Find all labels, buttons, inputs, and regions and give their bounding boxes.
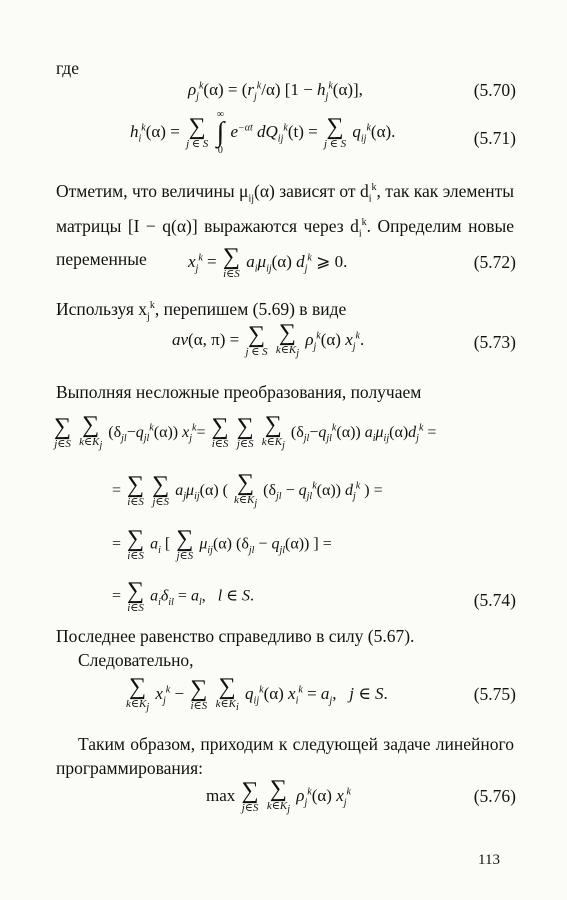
paragraph-lp: Таким образом, приходим к следующей задаче линейного программирования: [56, 734, 514, 778]
equation-5-76: max ∑ j∈S ∑ $k\in K_j$ $\rho_j^k(\alpha)$ $x_j^k$ [206, 776, 351, 816]
equation-5-74-line-1: ∑ j∈S ∑ $k\in K_j$ $(\delta_{jl}-q_{jl}^k(\alpha))$ $x_j^k=$ ∑ i∈S ∑ j∈S ∑ $k\in K_j$ $(\delta_{jl}-q_{jl}^k(\alpha)) a_i\mu_{ij}(\alpha)d_j^k$ = [54, 412, 437, 452]
equation-number-5-72: (5.72) [473, 252, 516, 272]
equation-5-70: $\rho_j^k(\alpha) = (r_j^k/\alpha) [1 - h_j^k(\alpha)]$, [188, 80, 363, 103]
equation-number-5-71: (5.71) [473, 128, 516, 148]
equation-5-74-line-4: = ∑ i∈S $a_i\delta_{il} = a_l$, l ∈ S. [112, 578, 255, 614]
equation-5-74-line-2: = ∑ i∈S ∑ j∈S $a_j\mu_{ij}(\alpha)$ ( ∑ $k\in K_j$ $(\delta_{jl} - q_{jl}^k(\alpha))$ $d_j^k$ ) = [112, 470, 383, 510]
equation-5-72: $x_j^k$ = ∑ i∈S $a_i\mu_{ij}(\alpha)$ $d_j^k$ ⩾ 0. [188, 244, 348, 280]
equation-5-75: ∑ $k\in K_j$ $x_j^k$ − ∑ i∈S ∑ $k\in K_i$ $q_{ij}^k(\alpha) x_i^k = a_j$, j ∈ S. [126, 674, 388, 714]
paragraph-using: Используя $x_j^k$, перепишем (5.69) в виде [56, 298, 347, 323]
equation-number-5-75: (5.75) [473, 684, 516, 704]
equation-5-74-line-3: = ∑ i∈S $a_i$ [ ∑ j∈S $\mu_{ij}(\alpha) (\delta_{jl} - q_{jl}(\alpha))$ ] = [112, 526, 332, 562]
equation-5-71: $h_i^k(\alpha)$ = ∑ j ∈ S ∞ ∫ 0 $e^{-\alpha t}$ $dQ_{ij}^k(t)$ = ∑ j ∈ S $q_{ij}^k(\alpha)$. [130, 109, 396, 156]
paragraph-transform: Выполняя несложные преобразования, получаем [56, 382, 422, 402]
page-number: 113 [478, 852, 500, 868]
paragraph-remark: Отметим, что величины $\mu_{ij}(\alpha)$ зависят от $d_i^k$, так как элементы матрицы [I − q(α)] выражаются через $d_i^k$. Определим новые переменные [56, 180, 515, 269]
equation-number-5-74: (5.74) [473, 590, 516, 610]
equation-number-5-70: (5.70) [473, 80, 516, 100]
equation-number-5-73: (5.73) [473, 332, 516, 352]
paragraph-therefore: Следовательно, [78, 650, 194, 670]
equation-5-73: av(α, π) = ∑ j ∈ S ∑ $k\in K_j$ $\rho_j^k(\alpha)$ $x_j^k$. [172, 320, 365, 360]
word-gde: где [56, 58, 79, 78]
paragraph-last-equality: Последнее равенство справедливо в силу (5.67). [56, 626, 415, 646]
equation-number-5-76: (5.76) [473, 786, 516, 806]
